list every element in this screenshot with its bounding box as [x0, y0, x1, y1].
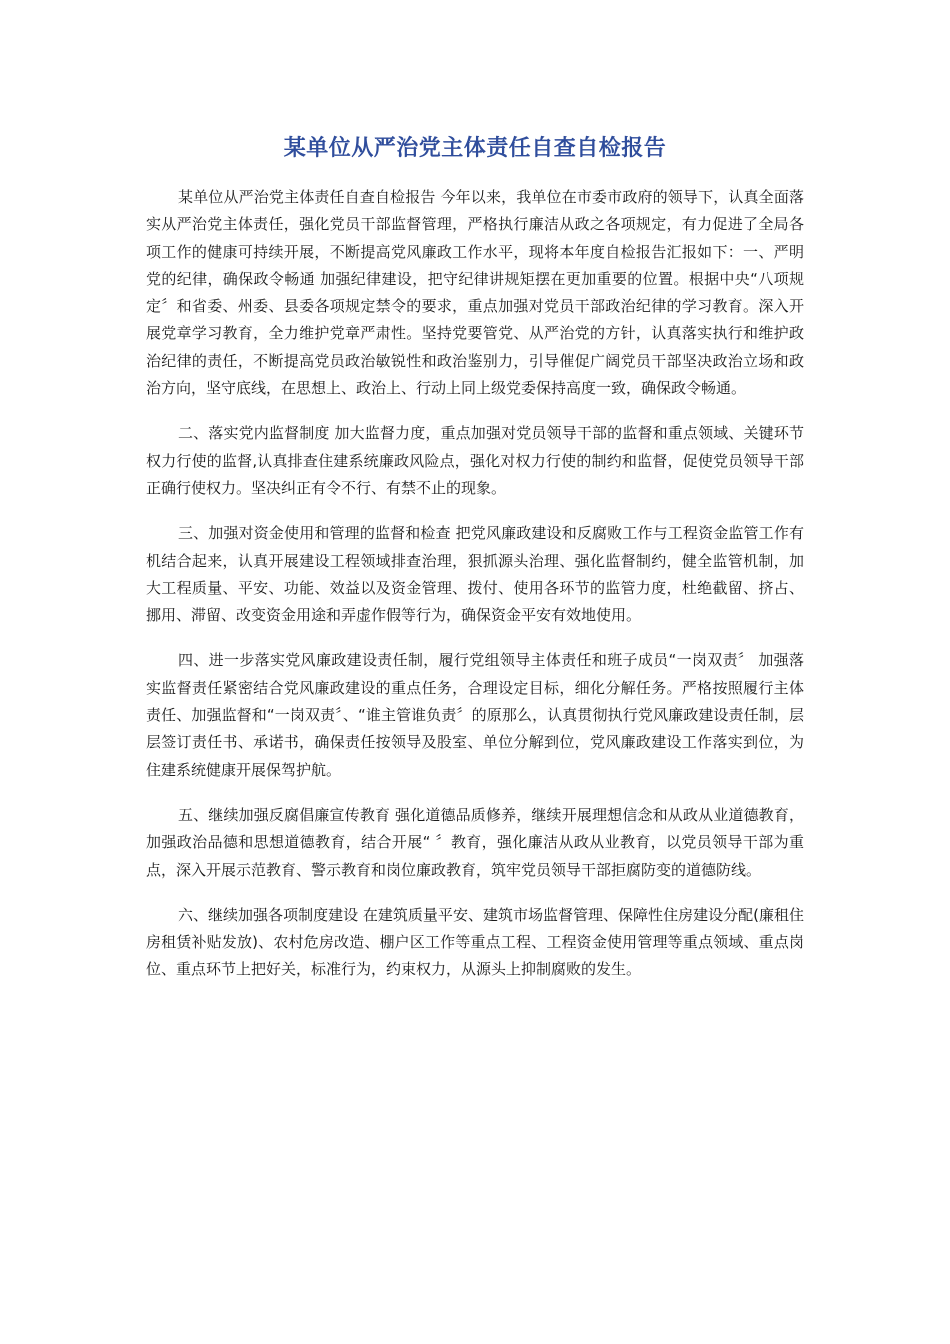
paragraph-1: 某单位从严治党主体责任自查自检报告 今年以来，我单位在市委市政府的领导下，认真全面落实从严治党主体责任，强化党员干部监督管理，严格执行廉洁从政之各项规定，有力促进了全局各项工作的健康可持续开展，不断提高党风廉政工作水平，现将本年度自检报告汇报如下：一、严明党的纪律，确保政令畅通 加强纪律建设，把守纪律讲规矩摆在更加重要的位置。根据中央“八项规定〞和省委、州委、县委各项规定禁令的要求，重点加强对党员干部政治纪律的学习教育。深入开展党章学习教育，全力维护党章严肃性。坚持党要管党、从严治党的方针，认真落实执行和维护政治纪律的责任，不断提高党员政治敏锐性和政治鉴别力，引导催促广阔党员干部坚决政治立场和政治方向，坚守底线，在思想上、政治上、行动上同上级党委保持高度一致，确保政令畅通。: [146, 188, 804, 398]
document-body: [146, 184, 804, 1002]
paragraph-5: 五、继续加强反腐倡廉宣传教育 强化道德品质修养，继续开展理想信念和从政从业道德教育，加强政治品德和思想道德教育，结合开展“ 〞教育，强化廉洁从政从业教育，以党员领导干部为重点，深入开展示范教育、警示教育和岗位廉政教育，筑牢党员领导干部拒腐防变的道德防线。: [146, 805, 804, 879]
paragraph-3: 三、加强对资金使用和管理的监督和检查 把党风廉政建设和反腐败工作与工程资金监管工作有机结合起来，认真开展建设工程领域排查治理，狠抓源头治理、强化监督制约，健全监管机制，加大工程质量、平安、功能、效益以及资金管理、拨付、使用各环节的监管力度，杜绝截留、挤占、挪用、滞留、改变资金用途和弄虚作假等行为，确保资金平安有效地使用。: [146, 524, 804, 625]
paragraph-6: 六、继续加强各项制度建设 在建筑质量平安、建筑市场监督管理、保障性住房建设分配(廉租住房租赁补贴发放)、农村危房改造、棚户区工作等重点工程、工程资金使用管理等重点领域、重点岗位、重点环节上把好关，标准行为，约束权力，从源头上抑制腐败的发生。: [146, 905, 804, 979]
paragraph-4: 四、进一步落实党风廉政建设责任制，履行党组领导主体责任和班子成员“一岗双责〞 加强落实监督责任紧密结合党风廉政建设的重点任务，合理设定目标，细化分解任务。严格按照履行主体责任、加强监督和“一岗双责〞、“谁主管谁负责〞的原那么，认真贯彻执行党风廉政建设责任制，层层签订责任书、承诺书，确保责任按领导及股室、单位分解到位，党风廉政建设工作落实到位，为住建系统健康开展保驾护航。: [146, 651, 804, 779]
document-title: 某单位从严治党主体责任自查自检报告: [283, 136, 667, 161]
paragraph-2: 二、落实党内监督制度 加大监督力度，重点加强对党员领导干部的监督和重点领域、关键环节权力行使的监督,认真排查住建系统廉政风险点，强化对权力行使的制约和监督，促使党员领导干部正确行使权力。坚决纠正有令不行、有禁不止的现象。: [146, 424, 804, 497]
